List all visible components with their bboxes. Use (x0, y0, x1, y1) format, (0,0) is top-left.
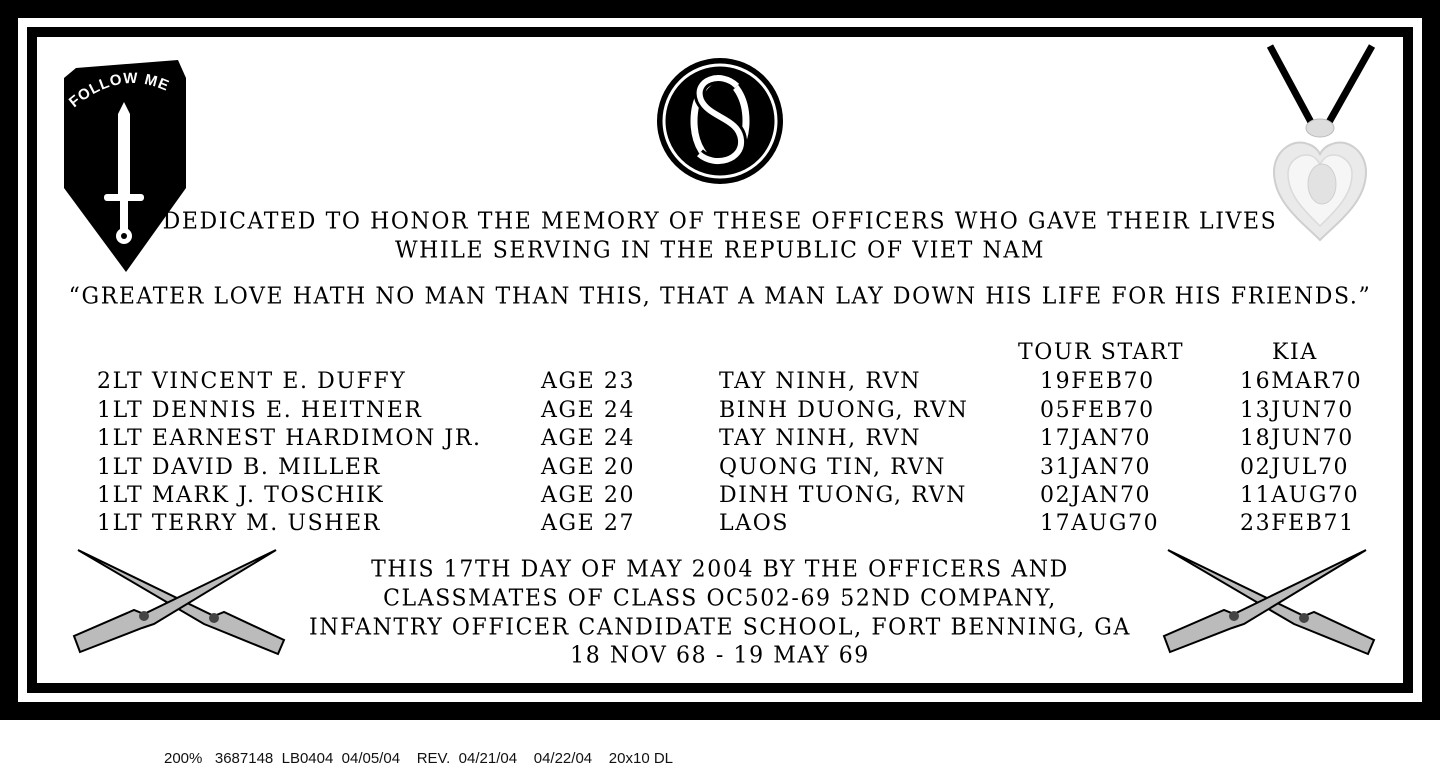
officer-name: 1LT DENNIS E. HEITNER (97, 398, 423, 423)
kia-header: KIA (1272, 340, 1318, 365)
officer-age: AGE 24 (541, 398, 636, 423)
kia-date: 02JUL70 (1240, 455, 1350, 480)
closing-line-3: INFANTRY OFFICER CANDIDATE SCHOOL, FORT BENNING, GA (309, 614, 1131, 641)
closing-line-1: THIS 17TH DAY OF MAY 2004 BY THE OFFICERS AND (371, 556, 1069, 583)
officer-name: 1LT TERRY M. USHER (97, 511, 381, 536)
dedication-line-2: WHILE SERVING IN THE REPUBLIC OF VIET NAM (394, 237, 1046, 264)
tour-start-date: 02JAN70 (1040, 483, 1152, 508)
officer-name: 1LT EARNEST HARDIMON JR. (97, 426, 482, 451)
kia-date: 16MAR70 (1240, 369, 1363, 394)
closing-line-2: CLASSMATES OF CLASS OC502-69 52ND COMPANY, (383, 585, 1057, 612)
officer-name: 1LT DAVID B. MILLER (97, 455, 381, 480)
tour-start-date: 05FEB70 (1040, 398, 1155, 423)
officer-age: AGE 20 (541, 455, 636, 480)
proof-note: 200% 3687148 LB0404 04/05/04 REV. 04/21/04 04/22/04 20x10 DL (164, 750, 674, 767)
table-row (0, 455, 1440, 484)
table-row (0, 511, 1440, 540)
scripture-quote: “GREATER LOVE HATH NO MAN THAN THIS, THAT A MAN LAY DOWN HIS LIFE FOR HIS FRIENDS.” (68, 283, 1372, 310)
tour-start-date: 17JAN70 (1040, 426, 1152, 451)
dedication-line-1: DEDICATED TO HONOR THE MEMORY OF THESE OFFICERS WHO GAVE THEIR LIVES (162, 208, 1278, 235)
closing-line-4: 18 NOV 68 - 19 MAY 69 (570, 642, 870, 669)
tour-start-date: 31JAN70 (1040, 455, 1152, 480)
kia-date: 11AUG70 (1240, 483, 1360, 508)
officer-location: BINH DUONG, RVN (719, 398, 969, 423)
kia-date: 18JUN70 (1240, 426, 1354, 451)
officer-age: AGE 20 (541, 483, 636, 508)
officer-age: AGE 24 (541, 426, 636, 451)
follow-me-text: FOLLOW ME (65, 69, 172, 111)
ocs-monogram-icon (655, 56, 785, 186)
officer-name: 1LT MARK J. TOSCHIK (97, 483, 385, 508)
officer-location: TAY NINH, RVN (719, 369, 922, 394)
tour-start-date: 19FEB70 (1040, 369, 1155, 394)
kia-date: 13JUN70 (1240, 398, 1354, 423)
officer-age: AGE 23 (541, 369, 636, 394)
officer-name: 2LT VINCENT E. DUFFY (97, 369, 407, 394)
officer-location: LAOS (719, 511, 790, 536)
table-row (0, 369, 1440, 398)
officer-location: TAY NINH, RVN (719, 426, 922, 451)
officer-location: DINH TUONG, RVN (719, 483, 967, 508)
table-row (0, 426, 1440, 455)
tour-start-header: TOUR START (1018, 340, 1185, 365)
kia-date: 23FEB71 (1240, 511, 1355, 536)
table-row (0, 398, 1440, 427)
tour-start-date: 17AUG70 (1040, 511, 1160, 536)
officer-location: QUONG TIN, RVN (719, 455, 946, 480)
officer-age: AGE 27 (541, 511, 636, 536)
table-row (0, 483, 1440, 512)
